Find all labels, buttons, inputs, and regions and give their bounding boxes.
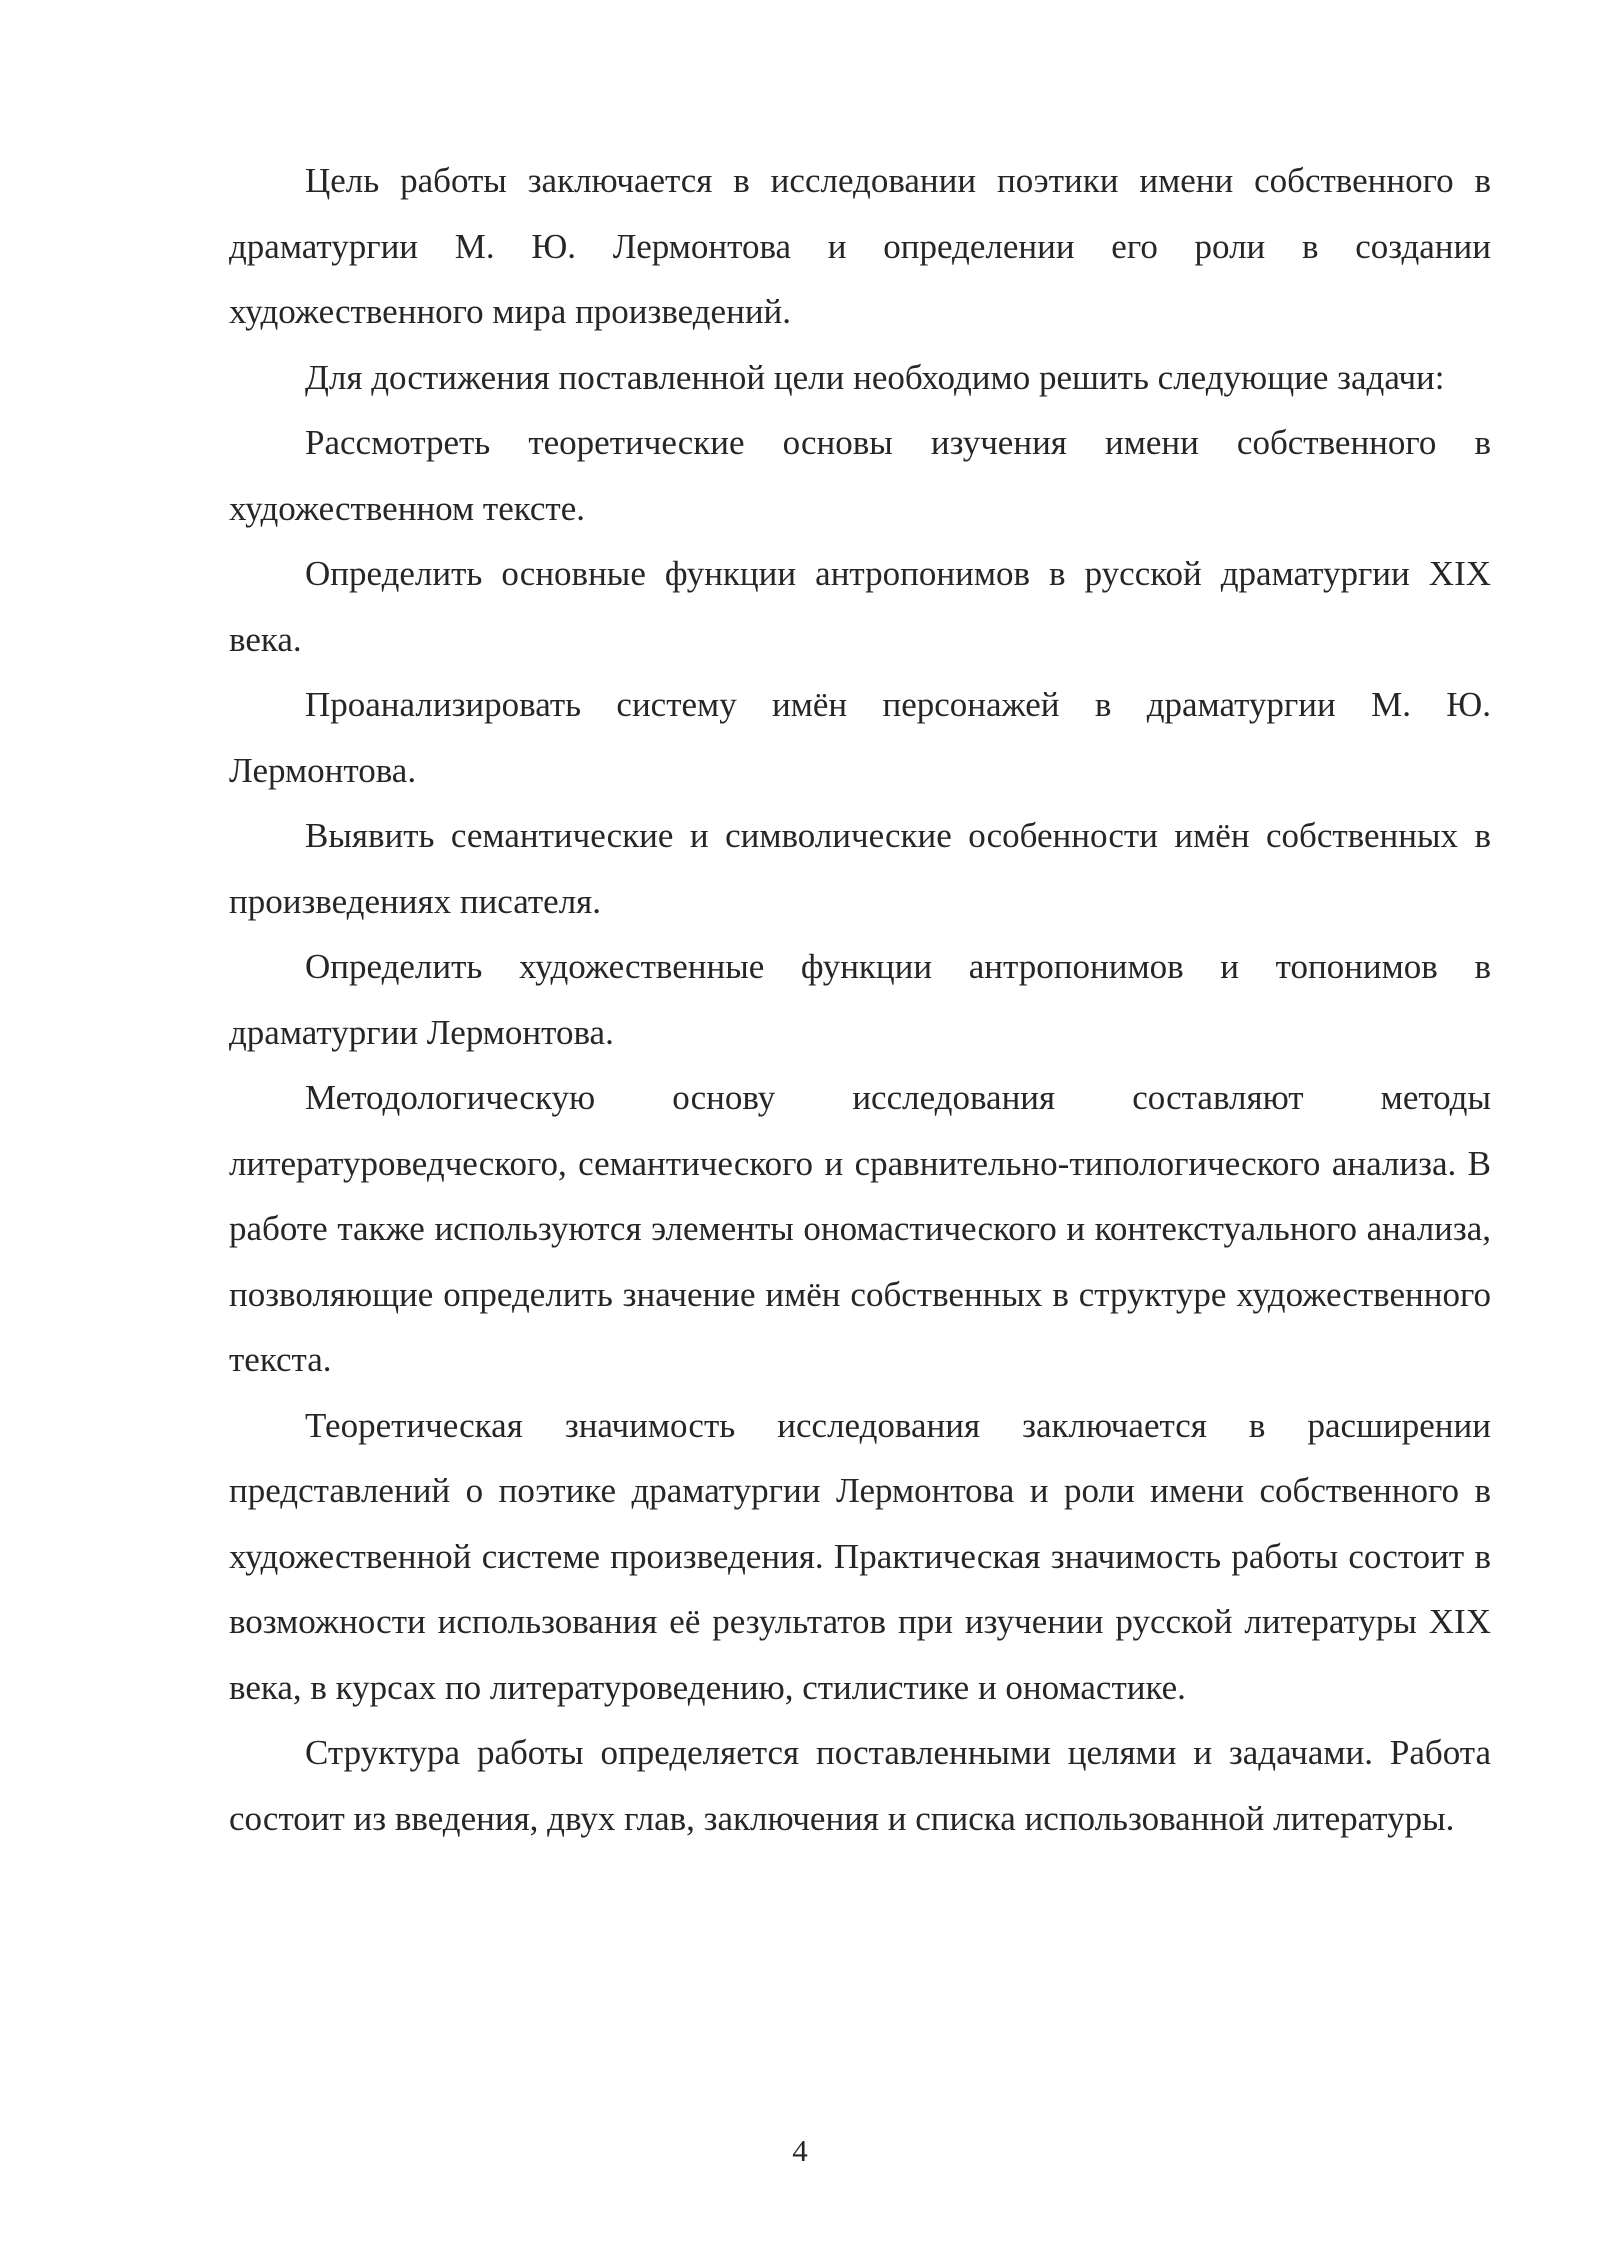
paragraph-goal: Цель работы заключается в исследовании поэтики имени собственного в драматургии М. Ю. Лермонтова и определении его роли в создании художественного мира произведений. bbox=[229, 161, 1491, 331]
body-text bbox=[229, 148, 1491, 1851]
paragraph-task-5: Определить художественные функции антропонимов и топонимов в драматургии Лермонтова. bbox=[229, 947, 1491, 1052]
paragraph-task-2: Определить основные функции антропонимов в русской драматургии XIX века. bbox=[229, 554, 1491, 659]
paragraph-structure: Структура работы определяется поставленными целями и задачами. Работа состоит из введения, двух глав, заключения и списка использованной литературы. bbox=[229, 1733, 1491, 1838]
paragraph-task-4: Выявить семантические и символические особенности имён собственных в произведениях писателя. bbox=[229, 816, 1491, 921]
paragraph-methodology: Методологическую основу исследования составляют методы литературоведческого, семантического и сравнительно-типологического анализа. В работе также используются элементы ономастического и контекстуального анализа, позволяющие определить значение имён собственных в структуре художественного текста. bbox=[229, 1078, 1491, 1379]
paragraph-task-3: Проанализировать систему имён персонажей в драматургии М. Ю. Лермонтова. bbox=[229, 685, 1491, 790]
paragraph-task-1: Рассмотреть теоретические основы изучения имени собственного в художественном тексте. bbox=[229, 423, 1491, 528]
paragraph-tasks-intro: Для достижения поставленной цели необходимо решить следующие задачи: bbox=[305, 357, 1445, 397]
paragraph-significance: Теоретическая значимость исследования заключается в расширении представлений о поэтике драматургии Лермонтова и роли имени собственного в художественной системе произведения. Практическая значимость работы состоит в возможности использования её результатов при изучении русской литературы XIX века, в курсах по литературоведению, стилистике и ономастике. bbox=[229, 1405, 1491, 1707]
page-number: 4 bbox=[792, 2133, 808, 2168]
